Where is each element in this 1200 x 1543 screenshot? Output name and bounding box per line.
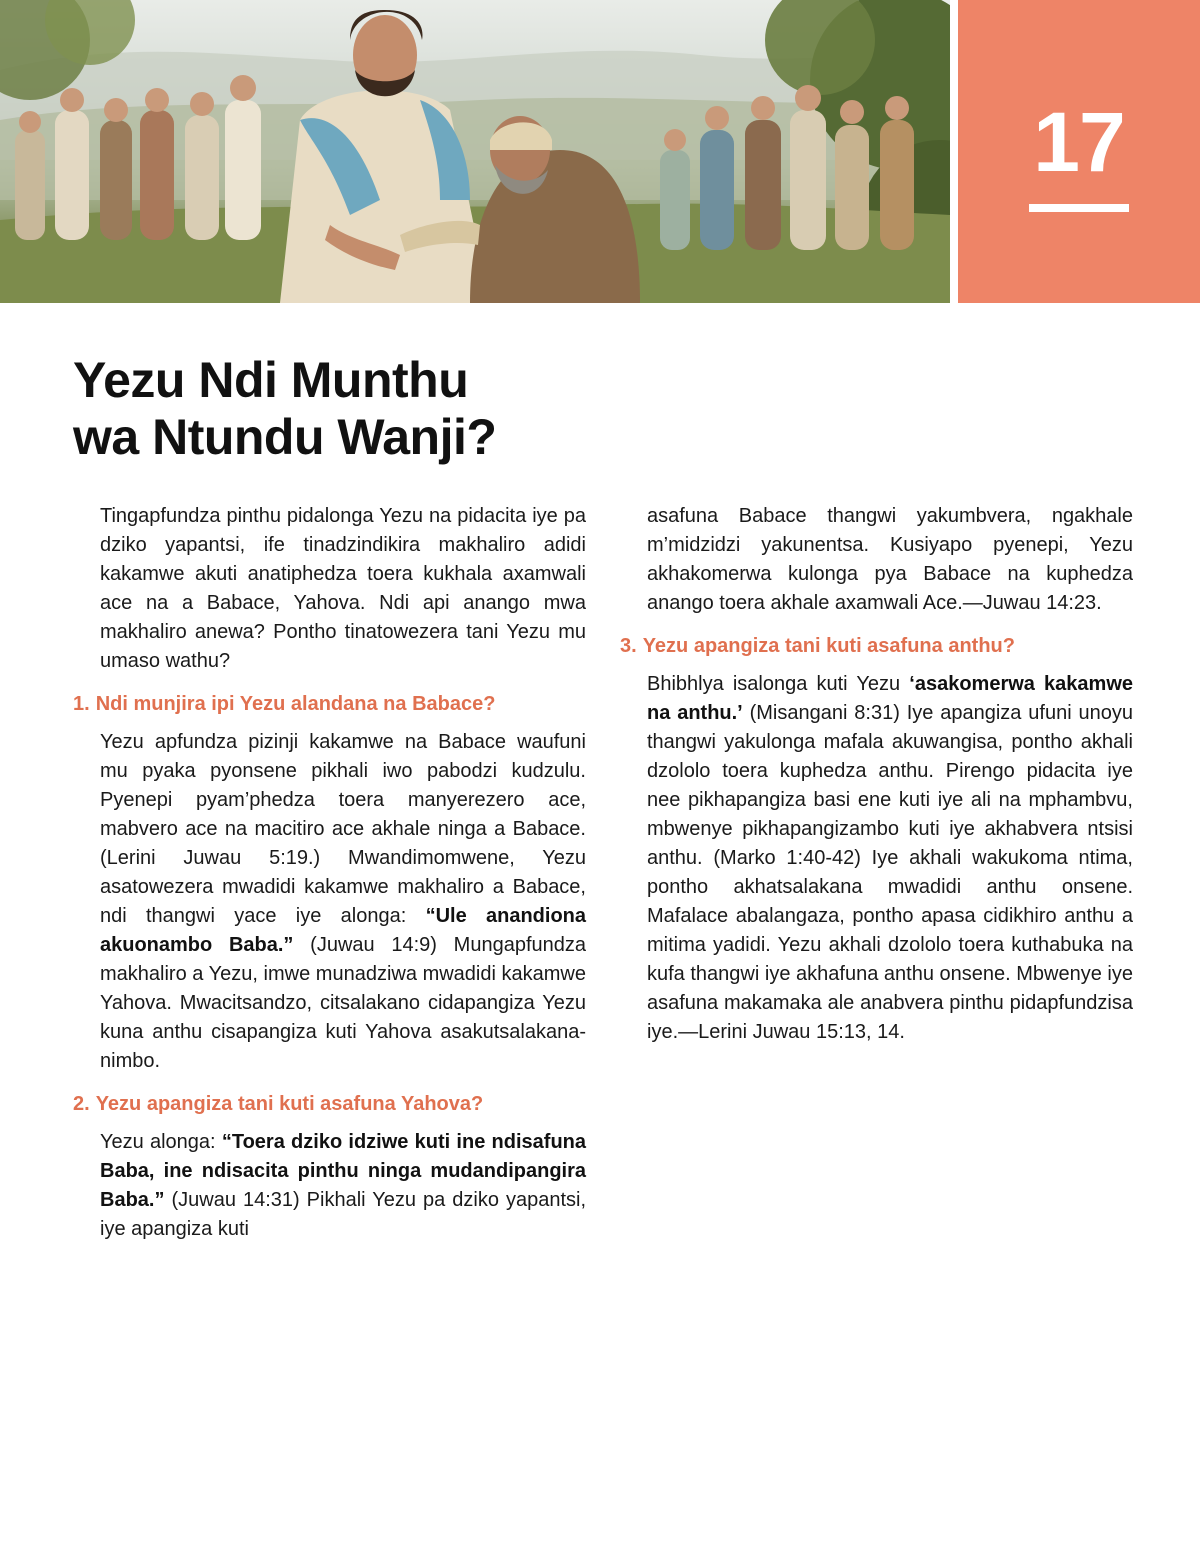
right-column xyxy=(620,502,1133,1047)
answer-2-text-b: (Juwau 14:31) Pikhali Yezu pa dziko yapantsi, iye apangiza kuti xyxy=(100,1189,587,1240)
question-2-number: 2. xyxy=(73,1093,90,1115)
answer-3-quote: ‘asakomerwa kakamwe na anthu.’ xyxy=(647,673,1134,724)
question-1-text: Ndi munjira ipi Yezu alandana na Babace? xyxy=(95,693,496,715)
question-2-text: Yezu apangiza tani kuti asafuna Yahova? xyxy=(95,1093,484,1115)
hero-scene xyxy=(0,0,950,303)
answer-2-continuation: asafuna Babace thangwi yakumbvera, ngakhale m’midzidzi yakunentsa. Kusiyapo pyenepi, Yezu akhakomerwa kulonga pya Babace na kuphedza anango toera akhale axamwali Ace.—Juwau 14:23. xyxy=(647,505,1133,614)
chapter-title xyxy=(73,352,593,466)
answer-1-quote: “Ule anandiona akuonambo Baba.” xyxy=(100,905,586,956)
question-1-heading xyxy=(73,690,586,718)
left-column xyxy=(73,502,586,1244)
question-1-number: 1. xyxy=(73,693,90,715)
hero-illustration xyxy=(0,0,950,303)
question-3-number: 3. xyxy=(620,635,637,657)
answer-3-text-a: Bhibhlya isalonga kuti Yezu xyxy=(647,673,901,695)
answer-2-quote: “Toera dziko idziwe kuti ine ndisafuna Baba, ine ndisacita pinthu ninga mudandipangira Baba.” xyxy=(100,1131,587,1211)
question-3-text: Yezu apangiza tani kuti asafuna anthu? xyxy=(642,635,1015,657)
answer-1-text-a: Yezu apfundza pizinji kakamwe na Babace waufuni mu pyaka pyonsene pikhali iwo pabodzi kudzulu. Pyenepi pyam’phedza toera manyerezero ace, mabvero ace na macitiro ace akhale ninga a Babace. (Lerini Juwau 5:19.) Mwandimomwene, Yezu asatowezera mwadidi kakamwe makhaliro a Babace, ndi thangwi yace iye alonga: xyxy=(100,731,586,927)
chapter-badge xyxy=(958,0,1200,303)
chapter-number: 17 xyxy=(1033,95,1125,189)
answer-2-text-a: Yezu alonga: xyxy=(100,1131,216,1153)
chapter-title-line-1: Yezu Ndi Munthu xyxy=(73,352,469,408)
answer-1-paragraph xyxy=(100,728,586,1076)
answer-3-paragraph xyxy=(647,670,1133,1047)
intro-paragraph: Tingapfundza pinthu pidalonga Yezu na pidacita iye pa dziko yapantsi, ife tinadzindikira makhaliro adidi kakamwe akuti anatiphedza toera kukhala axamwali ace na a Babace, Yahova. Ndi api anango mwa makhaliro anewa? Pontho tinatowezera tani Yezu mu umaso wathu? xyxy=(100,505,586,672)
answer-1-text-b: (Juwau 14:9) Mungapfundza makhaliro a Yezu, imwe munadziwa mwadidi kakamwe Yahova. Mwacitsandzo, citsalakano cidapangiza Yezu kuna anthu cisapangiza kuti Yahova asakutsalakananimbo. xyxy=(100,934,587,1072)
question-3-heading xyxy=(620,632,1133,660)
chapter-number-underline xyxy=(1029,204,1129,212)
chapter-title-line-2: wa Ntundu Wanji? xyxy=(73,409,497,465)
answer-2-paragraph xyxy=(100,1128,586,1244)
question-2-heading xyxy=(73,1090,586,1118)
answer-3-text-b: (Misangani 8:31) Iye apangiza ufuni unoyu thangwi yakulonga mafala akuwangisa, pontho akhali dzololo toera kuphedza anthu. Pirengo pidacita iye nee pikhapangiza basi ene kuti iye ali na mphambvu, mbwenye pikhapangizambo kuti iye akhabvera ntsisi anthu. (Marko 1:40-42) Iye akhali wakukoma ntima, pontho akhatsalakana mwadidi anthu onsene. Mafalace abalangaza, pontho apasa cidikhiro anthu a mitima yadidi. Yezu akhali dzololo toera kuthabuka na kufa thangwi iye akhafuna anthu onsene. Mbwenye iye asafuna makamaka ale anabvera pinthu pidapfundzisa iye.—Lerini Juwau 15:13, 14. xyxy=(647,702,1133,1043)
